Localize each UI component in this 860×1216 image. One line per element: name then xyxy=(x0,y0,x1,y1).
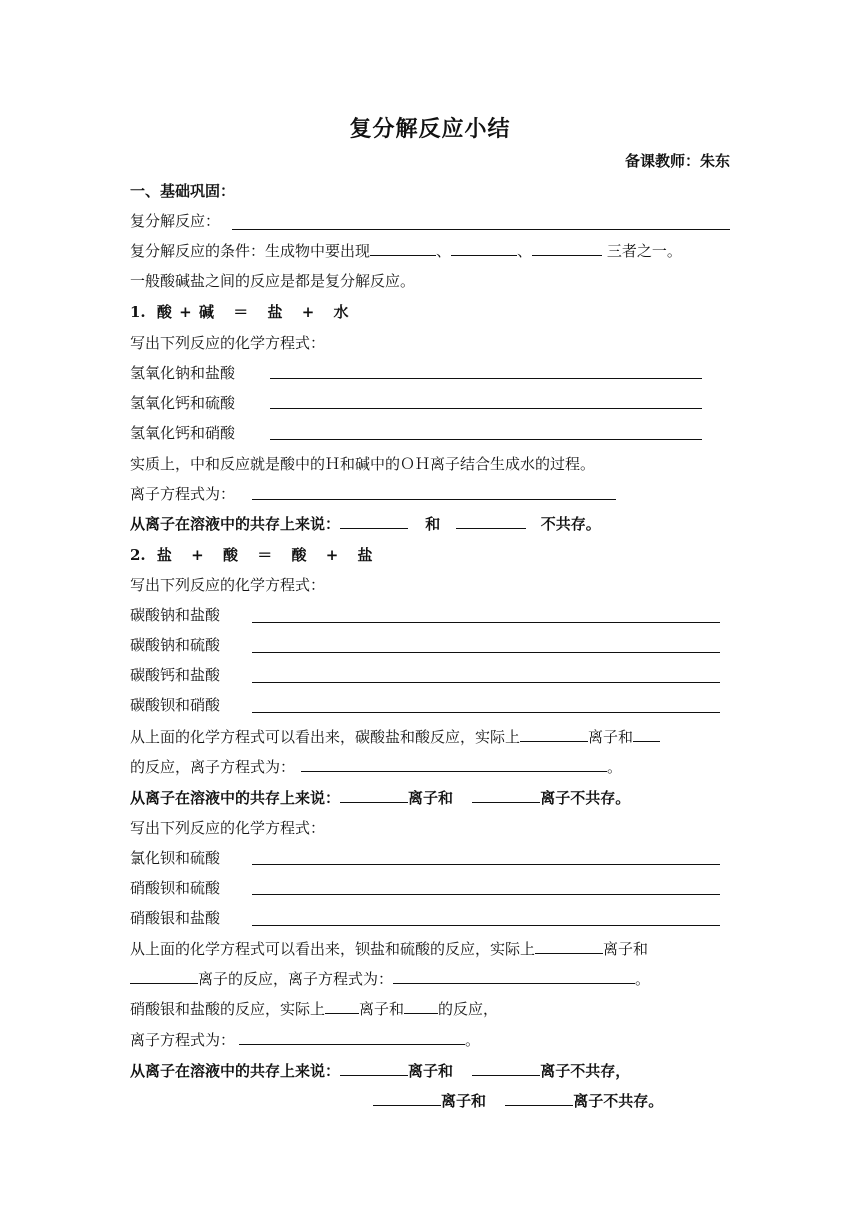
ion-blank[interactable] xyxy=(520,727,588,742)
ion-blank[interactable] xyxy=(340,788,408,803)
ion-blank[interactable] xyxy=(130,969,198,984)
condition-prefix: 复分解反应的条件：生成物中要出现 xyxy=(130,242,371,260)
separator: 、 xyxy=(436,242,452,260)
reaction-label: 碳酸钠和盐酸 xyxy=(130,606,221,624)
answer-blank[interactable] xyxy=(252,864,720,865)
ion-blank[interactable] xyxy=(340,514,408,529)
observation-text: 离子和 xyxy=(588,728,634,746)
ion-blank[interactable] xyxy=(373,1091,441,1106)
reaction-label: 氢氧化钙和硝酸 xyxy=(130,424,236,442)
reaction-label: 碳酸钠和硫酸 xyxy=(130,636,221,654)
coexist-prefix: 从离子在溶液中的共存上来说： xyxy=(130,515,341,533)
answer-blank[interactable] xyxy=(252,712,720,713)
coexist-suffix: 离子不共存。 xyxy=(573,1092,664,1110)
ion-blank[interactable] xyxy=(472,1061,540,1076)
formula-term: 水 xyxy=(333,303,349,321)
ion-blank[interactable] xyxy=(325,999,359,1014)
reaction-label: 碳酸钙和盐酸 xyxy=(130,666,221,684)
observation-text: 从上面的化学方程式可以看出来，钡盐和硫酸的反应，实际上 xyxy=(130,940,536,958)
answer-blank[interactable] xyxy=(252,652,720,653)
reaction-label: 氯化钡和硫酸 xyxy=(130,849,221,867)
coexist-prefix: 从离子在溶液中的共存上来说： xyxy=(130,789,341,807)
barium-observation-line1 xyxy=(130,938,648,960)
conjunction: 和 xyxy=(425,515,441,533)
coexist-line xyxy=(130,1060,630,1082)
coexist-mid: 离子和 xyxy=(441,1092,487,1110)
author-line: 备课教师：朱东 xyxy=(624,152,730,170)
formula-term: 碱 xyxy=(198,303,214,321)
answer-blank[interactable] xyxy=(252,682,720,683)
answer-blank[interactable] xyxy=(252,925,720,926)
answer-blank[interactable] xyxy=(270,408,702,409)
observation-text: 离子和 xyxy=(603,940,649,958)
part1-heading xyxy=(130,301,349,323)
page-title: 复分解反应小结 xyxy=(349,116,511,142)
formula-term: 酸 xyxy=(222,546,238,564)
reaction-label: 碳酸钡和硝酸 xyxy=(130,696,221,714)
observation-text: 离子的反应，离子方程式为： xyxy=(198,970,394,988)
period: 。 xyxy=(607,758,623,776)
coexist-suffix: 不共存。 xyxy=(540,515,601,533)
formula-term: 盐 xyxy=(156,546,172,564)
ion-blank[interactable] xyxy=(633,727,660,742)
period: 。 xyxy=(635,970,651,988)
formula-term: 酸 xyxy=(156,303,172,321)
neutralization-essence: 实质上，中和反应就是酸中的Ｈ和碱中的ＯＨ离子结合生成水的过程。 xyxy=(130,455,596,473)
definition-line xyxy=(130,210,220,232)
definition-label: 复分解反应： xyxy=(130,212,221,230)
carbonate-observation-line1 xyxy=(130,726,660,748)
silver-ionic-line xyxy=(130,1029,480,1051)
part-number: 2. xyxy=(130,546,146,564)
reaction-label: 氢氧化钠和盐酸 xyxy=(130,364,236,382)
carbonate-observation-line2 xyxy=(130,756,622,778)
observation-text: 硝酸银和盐酸的反应，实际上 xyxy=(130,1000,326,1018)
ion-blank[interactable] xyxy=(456,514,526,529)
silver-reaction-line xyxy=(130,998,498,1020)
observation-text: 的反应，离子方程式为： xyxy=(130,758,296,776)
coexist-line xyxy=(130,513,601,535)
reaction-label: 硝酸银和盐酸 xyxy=(130,909,221,927)
coexist-prefix: 从离子在溶液中的共存上来说： xyxy=(130,1062,341,1080)
condition-blank-3[interactable] xyxy=(532,241,602,256)
coexist-mid: 离子和 xyxy=(408,789,454,807)
separator: 、 xyxy=(517,242,533,260)
formula-op: ＝ xyxy=(257,546,273,564)
ion-blank[interactable] xyxy=(535,939,603,954)
formula-op: ＝ xyxy=(233,303,249,321)
coexist-line xyxy=(130,787,630,809)
ionic-equation-blank[interactable] xyxy=(239,1030,465,1045)
ionic-equation-blank[interactable] xyxy=(252,499,616,500)
formula-term: 酸 xyxy=(291,546,307,564)
part2-heading xyxy=(130,544,373,566)
observation-text: 从上面的化学方程式可以看出来，碳酸盐和酸反应，实际上 xyxy=(130,728,521,746)
part-number: 1. xyxy=(130,303,146,321)
ion-blank[interactable] xyxy=(505,1091,573,1106)
ionic-equation-label: 离子方程式为： xyxy=(130,1031,236,1049)
observation-text: 的反应， xyxy=(438,1000,499,1018)
ionic-equation-label: 离子方程式为： xyxy=(130,485,236,503)
answer-blank[interactable] xyxy=(270,378,702,379)
formula-op: + xyxy=(301,303,315,321)
ion-blank[interactable] xyxy=(404,999,438,1014)
ionic-equation-blank[interactable] xyxy=(301,757,607,772)
formula-op: + xyxy=(179,303,192,321)
part2-instruction-b: 写出下列反应的化学方程式： xyxy=(130,819,326,837)
coexist-line-continued xyxy=(373,1090,663,1112)
part1-instruction: 写出下列反应的化学方程式： xyxy=(130,334,326,352)
section-heading: 一、基础巩固： xyxy=(130,182,236,200)
coexist-mid: 离子和 xyxy=(408,1062,454,1080)
part2-instruction: 写出下列反应的化学方程式： xyxy=(130,576,326,594)
general-note: 一般酸碱盐之间的反应是都是复分解反应。 xyxy=(130,272,416,290)
observation-text: 离子和 xyxy=(359,1000,405,1018)
coexist-suffix: 离子不共存。 xyxy=(540,789,631,807)
formula-op: + xyxy=(325,546,339,564)
coexist-suffix: 离子不共存， xyxy=(540,1062,631,1080)
answer-blank[interactable] xyxy=(252,622,720,623)
ion-blank[interactable] xyxy=(472,788,540,803)
period: 。 xyxy=(465,1031,481,1049)
condition-blank-2[interactable] xyxy=(451,241,517,256)
definition-blank[interactable] xyxy=(232,229,730,230)
answer-blank[interactable] xyxy=(252,894,720,895)
formula-term: 盐 xyxy=(357,546,373,564)
condition-blank-1[interactable] xyxy=(370,241,436,256)
condition-line xyxy=(130,240,682,262)
answer-blank[interactable] xyxy=(270,439,702,440)
reaction-label: 氢氧化钙和硫酸 xyxy=(130,394,236,412)
ion-blank[interactable] xyxy=(340,1061,408,1076)
formula-term: 盐 xyxy=(267,303,283,321)
ionic-equation-blank[interactable] xyxy=(393,969,635,984)
condition-suffix: 三者之一。 xyxy=(606,242,682,260)
reaction-label: 硝酸钡和硫酸 xyxy=(130,879,221,897)
formula-op: + xyxy=(191,546,204,564)
barium-observation-line2 xyxy=(130,968,650,990)
